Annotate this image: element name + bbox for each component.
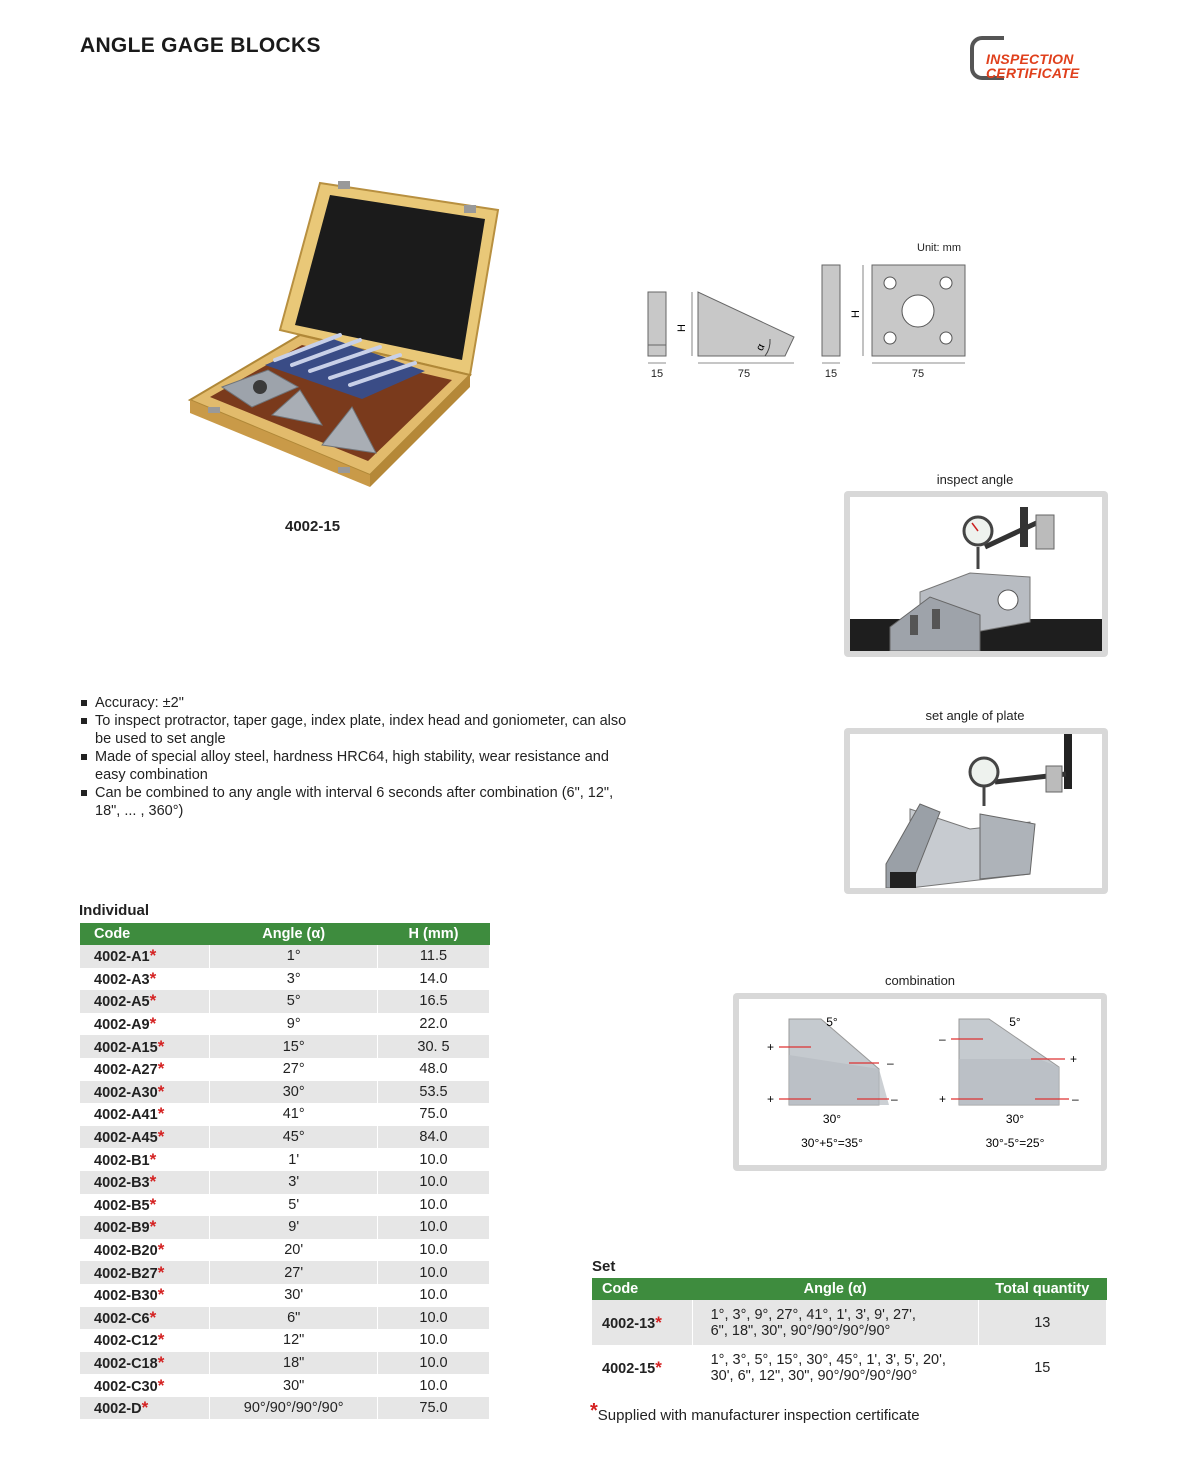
set-angle-photo [844, 728, 1108, 894]
bullet-icon [81, 718, 87, 724]
table-row [80, 1352, 490, 1375]
set-header-quantity: Total quantity [978, 1278, 1106, 1300]
page-title: ANGLE GAGE BLOCKS [80, 34, 321, 57]
angle-cell: 12" [210, 1329, 378, 1352]
certificate-star-icon: * [149, 1194, 157, 1214]
feature-item: To inspect protractor, taper gage, index plate, index head and goniometer, can also be used to set angle [80, 712, 640, 748]
certificate-star-icon: * [149, 991, 157, 1011]
set-code-cell: 4002-13* [592, 1300, 692, 1345]
height-cell: 75.0 [378, 1103, 490, 1126]
left-plus-bottom: + [767, 1092, 775, 1106]
combination-caption: combination [884, 973, 956, 988]
individual-table [80, 923, 490, 1419]
certificate-star-icon: * [655, 1357, 662, 1377]
height-cell: 10.0 [378, 1194, 490, 1217]
code-cell: 4002-B9* [80, 1216, 210, 1239]
inspect-angle-caption: inspect angle [936, 472, 1014, 487]
angle-cell: 9' [210, 1216, 378, 1239]
certificate-star-icon: * [157, 1330, 165, 1350]
height-cell: 84.0 [378, 1126, 490, 1149]
individual-section-title: Individual [79, 902, 150, 919]
code-cell: 4002-C12* [80, 1329, 210, 1352]
table-row [80, 1397, 490, 1420]
height-cell: 10.0 [378, 1216, 490, 1239]
angle-cell: 20' [210, 1239, 378, 1262]
height-cell: 10.0 [378, 1239, 490, 1262]
code-cell: 4002-A30* [80, 1081, 210, 1104]
table-row [592, 1345, 1107, 1390]
dim-75-a: 75 [737, 368, 751, 380]
code-cell: 4002-A15* [80, 1035, 210, 1058]
angle-cell: 1' [210, 1148, 378, 1171]
set-header-angle: Angle (α) [692, 1278, 978, 1300]
header-angle: Angle (α) [210, 923, 378, 945]
code-cell: 4002-B5* [80, 1194, 210, 1217]
certificate-star-icon: * [655, 1312, 662, 1332]
right-bottom-angle: 30° [1005, 1112, 1025, 1126]
right-minus-bottom: – [1072, 1092, 1079, 1106]
left-formula: 30°+5°=35° [801, 1136, 863, 1150]
left-plus-top: + [767, 1040, 775, 1054]
bullet-icon [81, 754, 87, 760]
table-row [80, 1307, 490, 1330]
angle-cell: 3° [210, 968, 378, 991]
feature-item: Accuracy: ±2" [80, 694, 640, 712]
height-cell: 10.0 [378, 1374, 490, 1397]
table-row [80, 1103, 490, 1126]
table-row [80, 1261, 490, 1284]
certificate-star-icon: * [149, 1307, 157, 1327]
certificate-star-icon: * [149, 1149, 157, 1169]
angle-cell: 30° [210, 1081, 378, 1104]
angle-cell: 30" [210, 1374, 378, 1397]
angle-cell: 30' [210, 1284, 378, 1307]
table-row [80, 1171, 490, 1194]
set-section-title: Set [592, 1258, 616, 1275]
table-row [80, 1329, 490, 1352]
table-row [80, 1013, 490, 1036]
code-cell: 4002-B27* [80, 1261, 210, 1284]
set-quantity-cell: 15 [978, 1345, 1106, 1390]
height-cell: 10.0 [378, 1148, 490, 1171]
angle-cell: 5' [210, 1194, 378, 1217]
certificate-star-icon: * [157, 1059, 165, 1079]
code-cell: 4002-A1* [80, 945, 210, 968]
code-cell: 4002-D* [80, 1397, 210, 1420]
code-cell: 4002-C18* [80, 1352, 210, 1375]
table-row [80, 1284, 490, 1307]
table-row [80, 990, 490, 1013]
table-row [80, 1081, 490, 1104]
unit-label: Unit: mm [917, 242, 961, 254]
table-row [80, 1035, 490, 1058]
right-formula: 30°-5°=25° [985, 1136, 1045, 1150]
code-cell: 4002-B1* [80, 1148, 210, 1171]
angle-cell: 1° [210, 945, 378, 968]
set-angle-cell: 1°, 3°, 5°, 15°, 30°, 45°, 1', 3', 5', 20', 30', 6", 12", 30", 90°/90°/90°/90° [692, 1345, 978, 1390]
angle-cell: 18" [210, 1352, 378, 1375]
height-label-b: H [850, 310, 862, 318]
product-case-image [180, 175, 510, 495]
angle-cell: 15° [210, 1035, 378, 1058]
alpha-label: α [753, 341, 768, 353]
height-cell: 14.0 [378, 968, 490, 991]
header-code: Code [80, 923, 210, 945]
height-cell: 10.0 [378, 1261, 490, 1284]
table-row [80, 1126, 490, 1149]
table-row [80, 1374, 490, 1397]
code-cell: 4002-A3* [80, 968, 210, 991]
code-cell: 4002-A41* [80, 1103, 210, 1126]
right-top-angle: 5° [1009, 1015, 1021, 1029]
certificate-star-icon: * [149, 968, 157, 988]
height-cell: 10.0 [378, 1171, 490, 1194]
inspect-angle-photo [844, 491, 1108, 657]
height-cell: 10.0 [378, 1307, 490, 1330]
feature-list [80, 694, 640, 820]
height-cell: 16.5 [378, 990, 490, 1013]
angle-cell: 27' [210, 1261, 378, 1284]
dim-15-a: 15 [650, 368, 664, 380]
set-code-cell: 4002-15* [592, 1345, 692, 1390]
feature-item: Can be combined to any angle with interval 6 seconds after combination (6", 12", 18", ... , 360°) [80, 784, 640, 820]
certificate-star-icon: * [157, 1285, 165, 1305]
dim-15-b: 15 [824, 368, 838, 380]
code-cell: 4002-B20* [80, 1239, 210, 1262]
logo-line-2: CERTIFICATE [986, 65, 1080, 81]
left-minus-bottom: – [891, 1092, 898, 1106]
height-cell: 22.0 [378, 1013, 490, 1036]
bullet-icon [81, 700, 87, 706]
product-code-label: 4002-15 [285, 518, 341, 535]
certificate-star-icon: * [149, 946, 157, 966]
right-minus-top: – [939, 1032, 946, 1046]
angle-cell: 6" [210, 1307, 378, 1330]
height-cell: 10.0 [378, 1352, 490, 1375]
certificate-star-icon: * [157, 1352, 165, 1372]
angle-cell: 45° [210, 1126, 378, 1149]
code-cell: 4002-A5* [80, 990, 210, 1013]
set-quantity-cell: 13 [978, 1300, 1106, 1345]
header-h: H (mm) [378, 923, 490, 945]
left-minus-mid: – [887, 1056, 894, 1070]
certificate-star-icon: * [149, 1014, 157, 1034]
angle-cell: 9° [210, 1013, 378, 1036]
table-row [80, 1239, 490, 1262]
certificate-star-icon: * [157, 1081, 165, 1101]
footnote-text: Supplied with manufacturer inspection certificate [597, 1407, 920, 1424]
set-angle-cell: 1°, 3°, 9°, 27°, 41°, 1', 3', 9', 27', 6", 18", 30", 90°/90°/90°/90° [692, 1300, 978, 1345]
code-cell: 4002-A27* [80, 1058, 210, 1081]
certificate-star-icon: * [157, 1375, 165, 1395]
footnote-star: * [590, 1400, 598, 1422]
angle-cell: 5° [210, 990, 378, 1013]
left-top-angle: 5° [826, 1015, 838, 1029]
certificate-star-icon: * [141, 1398, 149, 1418]
table-row [80, 1148, 490, 1171]
angle-cell: 41° [210, 1103, 378, 1126]
height-cell: 11.5 [378, 945, 490, 968]
bullet-icon [81, 790, 87, 796]
code-cell: 4002-C30* [80, 1374, 210, 1397]
certificate-star-icon: * [157, 1262, 165, 1282]
certificate-star-icon: * [157, 1127, 165, 1147]
code-cell: 4002-B30* [80, 1284, 210, 1307]
height-cell: 30. 5 [378, 1035, 490, 1058]
table-row [80, 968, 490, 991]
angle-cell: 90°/90°/90°/90° [210, 1397, 378, 1420]
height-cell: 75.0 [378, 1397, 490, 1420]
code-cell: 4002-A9* [80, 1013, 210, 1036]
table-row [80, 1194, 490, 1217]
feature-item: Made of special alloy steel, hardness HRC64, high stability, wear resistance and easy combination [80, 748, 640, 784]
height-cell: 53.5 [378, 1081, 490, 1104]
height-cell: 10.0 [378, 1284, 490, 1307]
combination-diagram [733, 993, 1107, 1171]
table-row [592, 1300, 1107, 1345]
code-cell: 4002-B3* [80, 1171, 210, 1194]
right-plus-bottom: + [939, 1092, 947, 1106]
angle-cell: 27° [210, 1058, 378, 1081]
footnote [590, 1400, 920, 1424]
inspection-certificate-logo [970, 36, 1110, 84]
height-cell: 10.0 [378, 1329, 490, 1352]
left-bottom-angle: 30° [822, 1112, 842, 1126]
certificate-star-icon: * [149, 1172, 157, 1192]
certificate-star-icon: * [157, 1240, 165, 1260]
certificate-star-icon: * [157, 1104, 165, 1124]
set-angle-caption: set angle of plate [925, 708, 1025, 723]
height-label-a: H [676, 324, 688, 332]
table-row [80, 1058, 490, 1081]
code-cell: 4002-C6* [80, 1307, 210, 1330]
table-row [80, 945, 490, 968]
set-table [592, 1278, 1107, 1390]
set-header-code: Code [592, 1278, 692, 1300]
logo-line-1: INSPECTION [986, 51, 1074, 67]
angle-cell: 3' [210, 1171, 378, 1194]
height-cell: 48.0 [378, 1058, 490, 1081]
certificate-star-icon: * [149, 1217, 157, 1237]
certificate-star-icon: * [157, 1036, 165, 1056]
dimension-diagram [640, 235, 980, 385]
dim-75-b: 75 [911, 368, 925, 380]
table-row [80, 1216, 490, 1239]
code-cell: 4002-A45* [80, 1126, 210, 1149]
right-plus-mid: + [1070, 1052, 1078, 1066]
